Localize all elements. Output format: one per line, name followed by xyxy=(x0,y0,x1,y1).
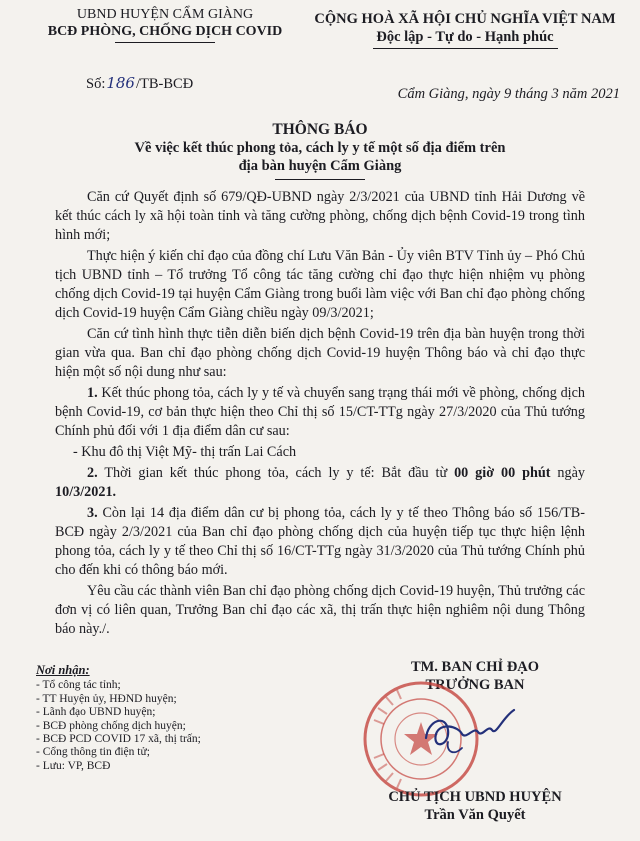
recipients-label: Nơi nhận: xyxy=(36,663,90,677)
document-number xyxy=(86,74,193,93)
body-paragraph-4: Yêu cầu các thành viên Ban chỉ đạo phòng chống dịch Covid-19 huyện, Thủ trưởng các đơn vị có liên quan, Trưởng Ban chỉ đạo các xã, thị trấn thực hiện nghiêm nội dung Thông báo này./. xyxy=(55,583,585,637)
issuer-line-2: BCĐ PHÒNG, CHỐNG DỊCH COVID xyxy=(47,24,283,39)
body-item-1 xyxy=(55,384,585,441)
item-2-text-b: ngày xyxy=(557,465,586,481)
recipient-item: - Lưu: VP, BCĐ xyxy=(36,759,111,772)
signer-title: CHỦ TỊCH UBND HUYỆN xyxy=(388,789,562,805)
recipient-item: - Lãnh đạo UBND huyện; xyxy=(36,706,156,719)
motto-underline xyxy=(373,48,558,49)
issuer-underline xyxy=(115,42,215,43)
document-subject-line-1: Về việc kết thúc phong tỏa, cách ly y tế một số địa điểm trên xyxy=(134,140,506,156)
recipient-item: - BCĐ PCD COVID 17 xã, thị trấn; xyxy=(36,733,201,746)
national-motto: Độc lập - Tự do - Hạnh phúc xyxy=(376,29,554,45)
document-number-prefix: Số: xyxy=(86,76,106,92)
item-3-number: 3. xyxy=(87,505,98,521)
issuer-line-1: UBND HUYỆN CẨM GIÀNG xyxy=(76,7,254,22)
national-header xyxy=(300,10,630,49)
body-item-3 xyxy=(55,504,585,580)
signer-name: Trần Văn Quyết xyxy=(424,807,526,823)
item-2-number: 2. xyxy=(87,465,98,481)
title-underline xyxy=(275,179,365,180)
item-2-text: Thời gian kết thúc phong tỏa, cách ly y tế: Bắt đầu từ xyxy=(104,465,448,481)
national-name: CỘNG HOÀ XÃ HỘI CHỦ NGHĨA VIỆT NAM xyxy=(314,11,616,27)
title-block xyxy=(60,120,580,180)
signature-line-2: TRƯỞNG BAN xyxy=(425,677,525,693)
recipient-item: - BCĐ phòng chống dịch huyện; xyxy=(36,719,186,732)
document-body xyxy=(55,188,585,641)
place-date: Cẩm Giàng, ngày 9 tháng 3 năm 2021 xyxy=(397,86,620,102)
item-3-text: Còn lại 14 địa điểm dân cư bị phong tỏa, cách ly y tế theo Thông báo số 156/TB-BCĐ ngày 2/3/2021 của Ban chỉ đạo phòng chống dịch của huyện tiếp tục thực hiện lệnh phong tỏa, cách ly y tế theo Chỉ thị số 16/CT-TTg ngày 31/3/2020 của Thủ tướng Chính phủ cho đến khi có thông báo mới. xyxy=(55,505,585,578)
item-2-date: 10/3/2021. xyxy=(55,484,117,500)
document-number-suffix: /TB-BCĐ xyxy=(135,76,194,92)
recipients-block xyxy=(36,664,336,773)
body-item-1-place: - Khu đô thị Việt Mỹ- thị trấn Lai Cách xyxy=(73,444,297,460)
item-1-number: 1. xyxy=(87,385,98,401)
recipient-item: - Cổng thông tin điện tử; xyxy=(36,746,150,759)
issuer-header xyxy=(40,6,290,43)
item-1-text: Kết thúc phong tỏa, cách ly y tế và chuyển sang trạng thái mới về phòng, chống dịch bệnh Covid-19, cơ bản thực hiện theo Chỉ thị số 15/CT-TTg ngày 27/3/2020 của Thủ tướng Chính phủ đối với 1 địa điểm dân cư sau: xyxy=(55,385,586,439)
body-paragraph-3: Căn cứ tình hình thực tiễn diễn biến dịch bệnh Covid-19 trên địa bàn huyện trong thời gian vừa qua. Ban chỉ đạo phòng chống dịch Covid-19 huyện Thông báo và chỉ đạo thực hiện một số nội dung như sau: xyxy=(55,326,585,380)
item-2-time: 00 giờ 00 phút xyxy=(454,465,551,481)
document-number-handwritten: 186 xyxy=(106,74,135,92)
body-paragraph-2: Thực hiện ý kiến chỉ đạo của đồng chí Lưu Văn Bản - Ủy viên BTV Tỉnh ủy – Phó Chủ tịch UBND tỉnh – Tổ trưởng Tổ công tác tăng cường chỉ đạo thực hiện nhiệm vụ phòng chống dịch Covid-19 tại huyện Cẩm Giàng trong buổi làm việc với Ban chỉ đạo phòng chống dịch Covid-19 huyện Cẩm Giàng chiều ngày 09/3/2021; xyxy=(55,248,585,321)
body-item-2 xyxy=(55,464,585,502)
signature-line-1: TM. BAN CHỈ ĐẠO xyxy=(410,659,540,675)
handwritten-signature-icon xyxy=(418,700,518,760)
body-paragraph-1: Căn cứ Quyết định số 679/QĐ-UBND ngày 2/3/2021 của UBND tỉnh Hải Dương về kết thúc cách ly xã hội toàn tỉnh và tăng cường phòng, chống dịch bệnh Covid-19 trong tình hình mới; xyxy=(55,189,585,243)
recipient-item: - Tổ công tác tỉnh; xyxy=(36,679,121,692)
recipient-item: - TT Huyện ủy, HĐND huyện; xyxy=(36,692,177,705)
document-subject-line-2: địa bàn huyện Cẩm Giàng xyxy=(238,158,402,174)
document-title: THÔNG BÁO xyxy=(272,121,368,138)
